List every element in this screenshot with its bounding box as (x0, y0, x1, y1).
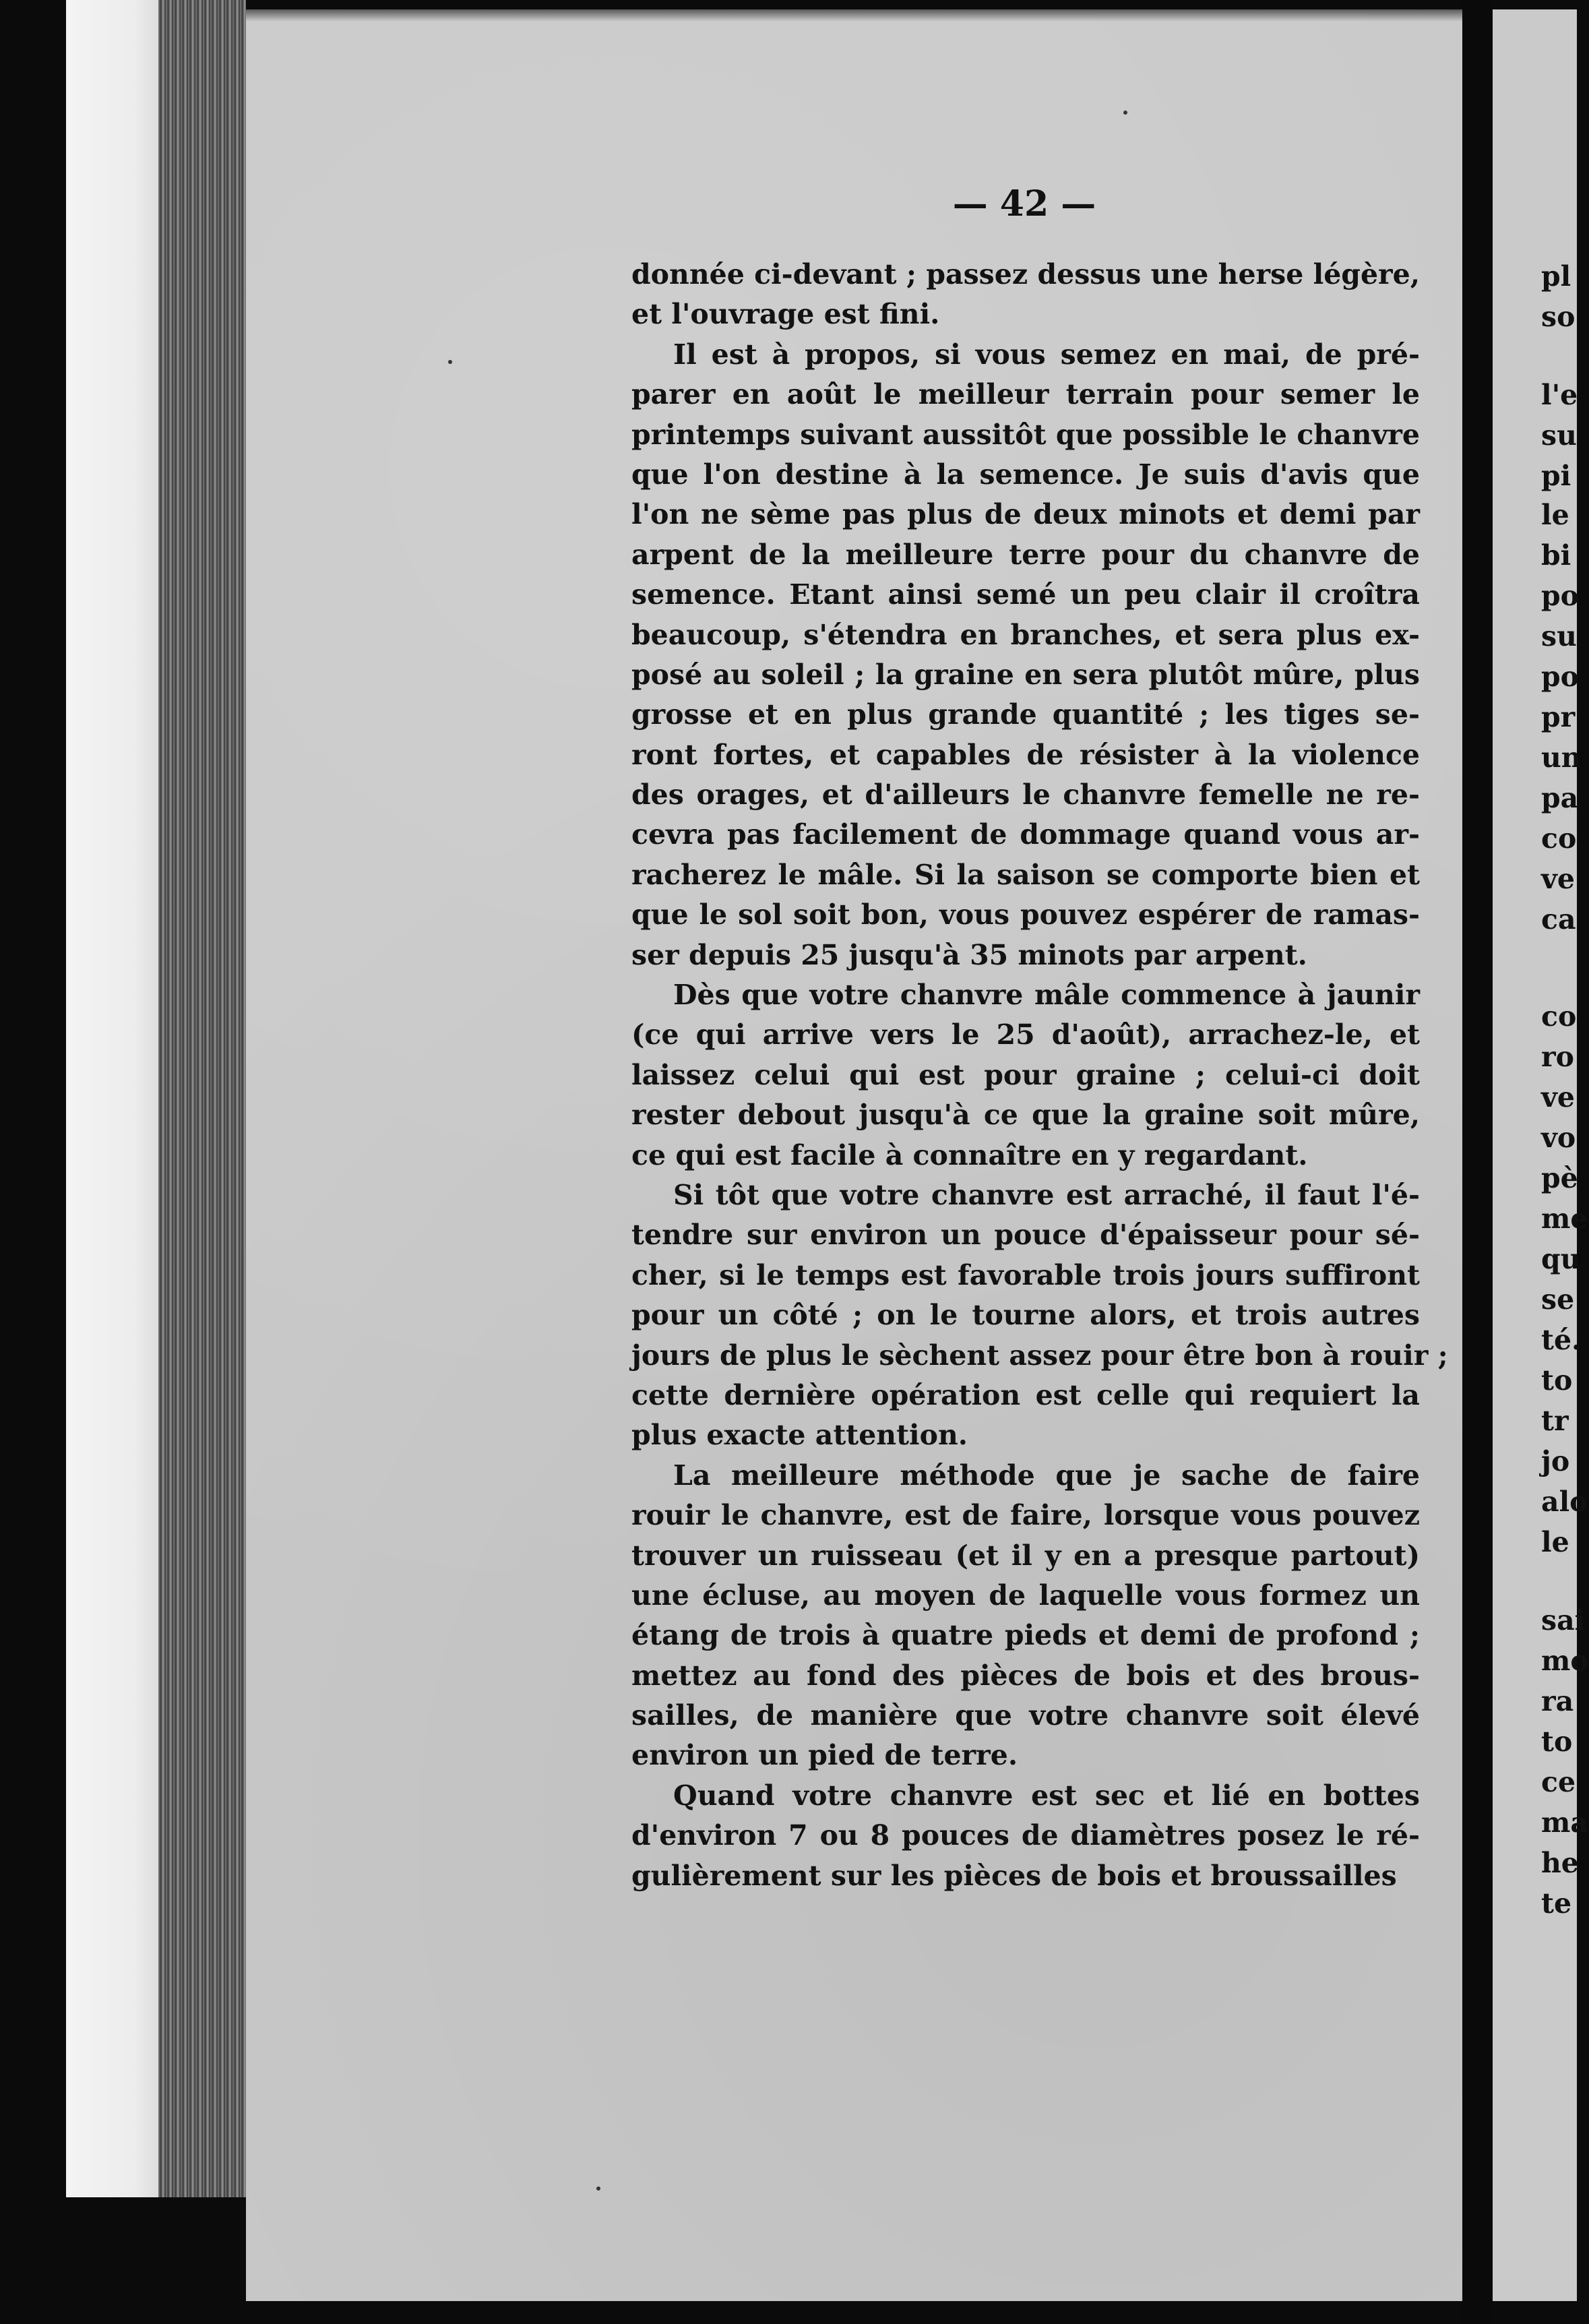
page-number: — 42 — (952, 183, 1096, 224)
facing-page-fragment: ve (1541, 863, 1575, 895)
text-line: parer en août le meilleur terrain pour semer le (631, 378, 1420, 411)
facing-page-fragment: ra (1541, 1685, 1574, 1717)
facing-page-edge (1493, 9, 1589, 2301)
facing-page-fragment: he (1541, 1847, 1579, 1879)
text-line: Si tôt que votre chanvre est arraché, il faut l'é- (673, 1178, 1420, 1211)
text-line: gulièrement sur les pièces de bois et broussailles (631, 1859, 1397, 1892)
facing-page-fragment: co (1541, 822, 1577, 855)
speck (1123, 111, 1127, 115)
text-line: cher, si le temps est favorable trois jours suffiront (631, 1258, 1420, 1291)
facing-page-fragment: vo (1541, 1122, 1576, 1154)
text-line: trouver un ruisseau (et il y en a presque partout) (631, 1539, 1420, 1572)
text-line: rouir le chanvre, est de faire, lorsque vous pouvez (631, 1499, 1420, 1532)
facing-page-fragment: le (1541, 499, 1569, 531)
body-text (631, 255, 1448, 1896)
facing-page-fragment: po (1541, 661, 1580, 693)
facing-page-fragment: ce (1541, 1766, 1576, 1798)
text-line: ce qui est facile à connaître en y regardant. (631, 1138, 1308, 1171)
text-line: posé au soleil ; la graine en sera plutôt mûre, plus (631, 658, 1420, 691)
text-line: rester debout jusqu'à ce que la graine soit mûre, (631, 1099, 1420, 1132)
facing-page-fragment: tr (1541, 1405, 1569, 1437)
facing-page-fragment: ma (1541, 1806, 1588, 1839)
facing-page-fragment: sai (1541, 1604, 1586, 1637)
text-line: l'on ne sème pas plus de deux minots et demi par (631, 498, 1420, 531)
text-line: des orages, et d'ailleurs le chanvre femelle ne re- (631, 778, 1420, 812)
facing-page-fragment: alo (1541, 1486, 1588, 1518)
text-line: environ un pied de terre. (631, 1739, 1018, 1772)
speck (596, 2187, 600, 2191)
text-line: que l'on destine à la semence. Je suis d'avis que (631, 458, 1420, 491)
facing-page-fragment: te (1541, 1887, 1572, 1920)
text-line: La meilleure méthode que je sache de faire (673, 1459, 1420, 1492)
text-line: tendre sur environ un pouce d'épaisseur pour sé- (631, 1219, 1420, 1252)
facing-page-fragment: ro (1541, 1041, 1574, 1073)
text-line: laissez celui qui est pour graine ; celui-ci doit (631, 1058, 1420, 1091)
text-line: Dès que votre chanvre mâle commence à jaunir (673, 979, 1420, 1012)
text-line: étang de trois à quatre pieds et demi de profond ; (631, 1619, 1420, 1652)
facing-page-fragment: to (1541, 1725, 1573, 1758)
facing-page-fragment: l'e (1541, 379, 1578, 411)
facing-page-fragment: me (1541, 1202, 1588, 1235)
facing-page-fragment: ca (1541, 903, 1576, 936)
text-line: beaucoup, s'étendra en branches, et sera plus ex- (631, 618, 1420, 651)
facing-page-fragment: su (1541, 620, 1577, 652)
text-line: grosse et en plus grande quantité ; les tiges se- (631, 698, 1420, 731)
speck (448, 360, 452, 364)
binding-gutter (1462, 0, 1493, 2324)
text-line: jours de plus le sèchent assez pour être bon à rouir ; (631, 1339, 1448, 1372)
facing-page-fragment: pè (1541, 1162, 1578, 1194)
facing-page-fragment: pi (1541, 460, 1571, 492)
facing-page-fragment: su (1541, 419, 1577, 452)
text-line: pour un côté ; on le tourne alors, et trois autres (631, 1299, 1420, 1332)
text-line: cette dernière opération est celle qui requiert la (631, 1378, 1420, 1411)
text-line: cevra pas facilement de dommage quand vous ar- (631, 818, 1420, 851)
facing-page-fragment: té. (1541, 1324, 1582, 1356)
text-line: donnée ci-devant ; passez dessus une herse légère, (631, 258, 1420, 290)
facing-page-fragment: to (1541, 1364, 1573, 1397)
text-line: Quand votre chanvre est sec et lié en bottes (673, 1779, 1420, 1812)
facing-page-fragment: un (1541, 741, 1582, 774)
facing-page-fragment: pr (1541, 701, 1576, 733)
text-line: plus exacte attention. (631, 1419, 968, 1452)
facing-page-fragment: pl (1541, 260, 1571, 293)
facing-page-fragment: bi (1541, 539, 1571, 572)
facing-page-fragment: se (1541, 1283, 1575, 1316)
text-line: semence. Etant ainsi semé un peu clair il croîtra (631, 578, 1420, 611)
text-line: Il est à propos, si vous semez en mai, de pré- (673, 338, 1420, 371)
facing-page-fragment: pa (1541, 782, 1579, 814)
facing-page-fragment: po (1541, 580, 1580, 612)
text-line: racherez le mâle. Si la saison se comporte bien et (631, 858, 1420, 891)
facing-page-fragment: ve (1541, 1081, 1575, 1113)
text-line: sailles, de manière que votre chanvre soit élevé (631, 1699, 1420, 1732)
text-line: mettez au fond des pièces de bois et des brous- (631, 1659, 1420, 1692)
text-line: et l'ouvrage est fini. (631, 298, 940, 331)
text-line: une écluse, au moyen de laquelle vous formez un (631, 1579, 1420, 1612)
text-line: ser depuis 25 jusqu'à 35 minots par arpent. (631, 938, 1307, 971)
facing-page-fragment: mo (1541, 1645, 1589, 1677)
text-line: arpent de la meilleure terre pour du chanvre de (631, 538, 1420, 571)
text-line: d'environ 7 ou 8 pouces de diamètres posez le ré- (631, 1819, 1420, 1852)
text-line: ront fortes, et capables de résister à la violence (631, 738, 1420, 771)
text-line: printemps suivant aussitôt que possible le chanvre (631, 418, 1420, 451)
text-line: que le sol soit bon, vous pouvez espérer de ramas- (631, 898, 1420, 931)
page-edge-stack (158, 0, 246, 2197)
facing-page-fragment: qu (1541, 1243, 1581, 1275)
facing-page-fragment: le (1541, 1526, 1569, 1558)
facing-page-fragment: co (1541, 1000, 1577, 1033)
text-line: (ce qui arrive vers le 25 d'août), arrachez-le, et (631, 1018, 1420, 1051)
facing-page-fragment: so (1541, 301, 1576, 333)
facing-page-fragment: jo (1541, 1445, 1570, 1477)
